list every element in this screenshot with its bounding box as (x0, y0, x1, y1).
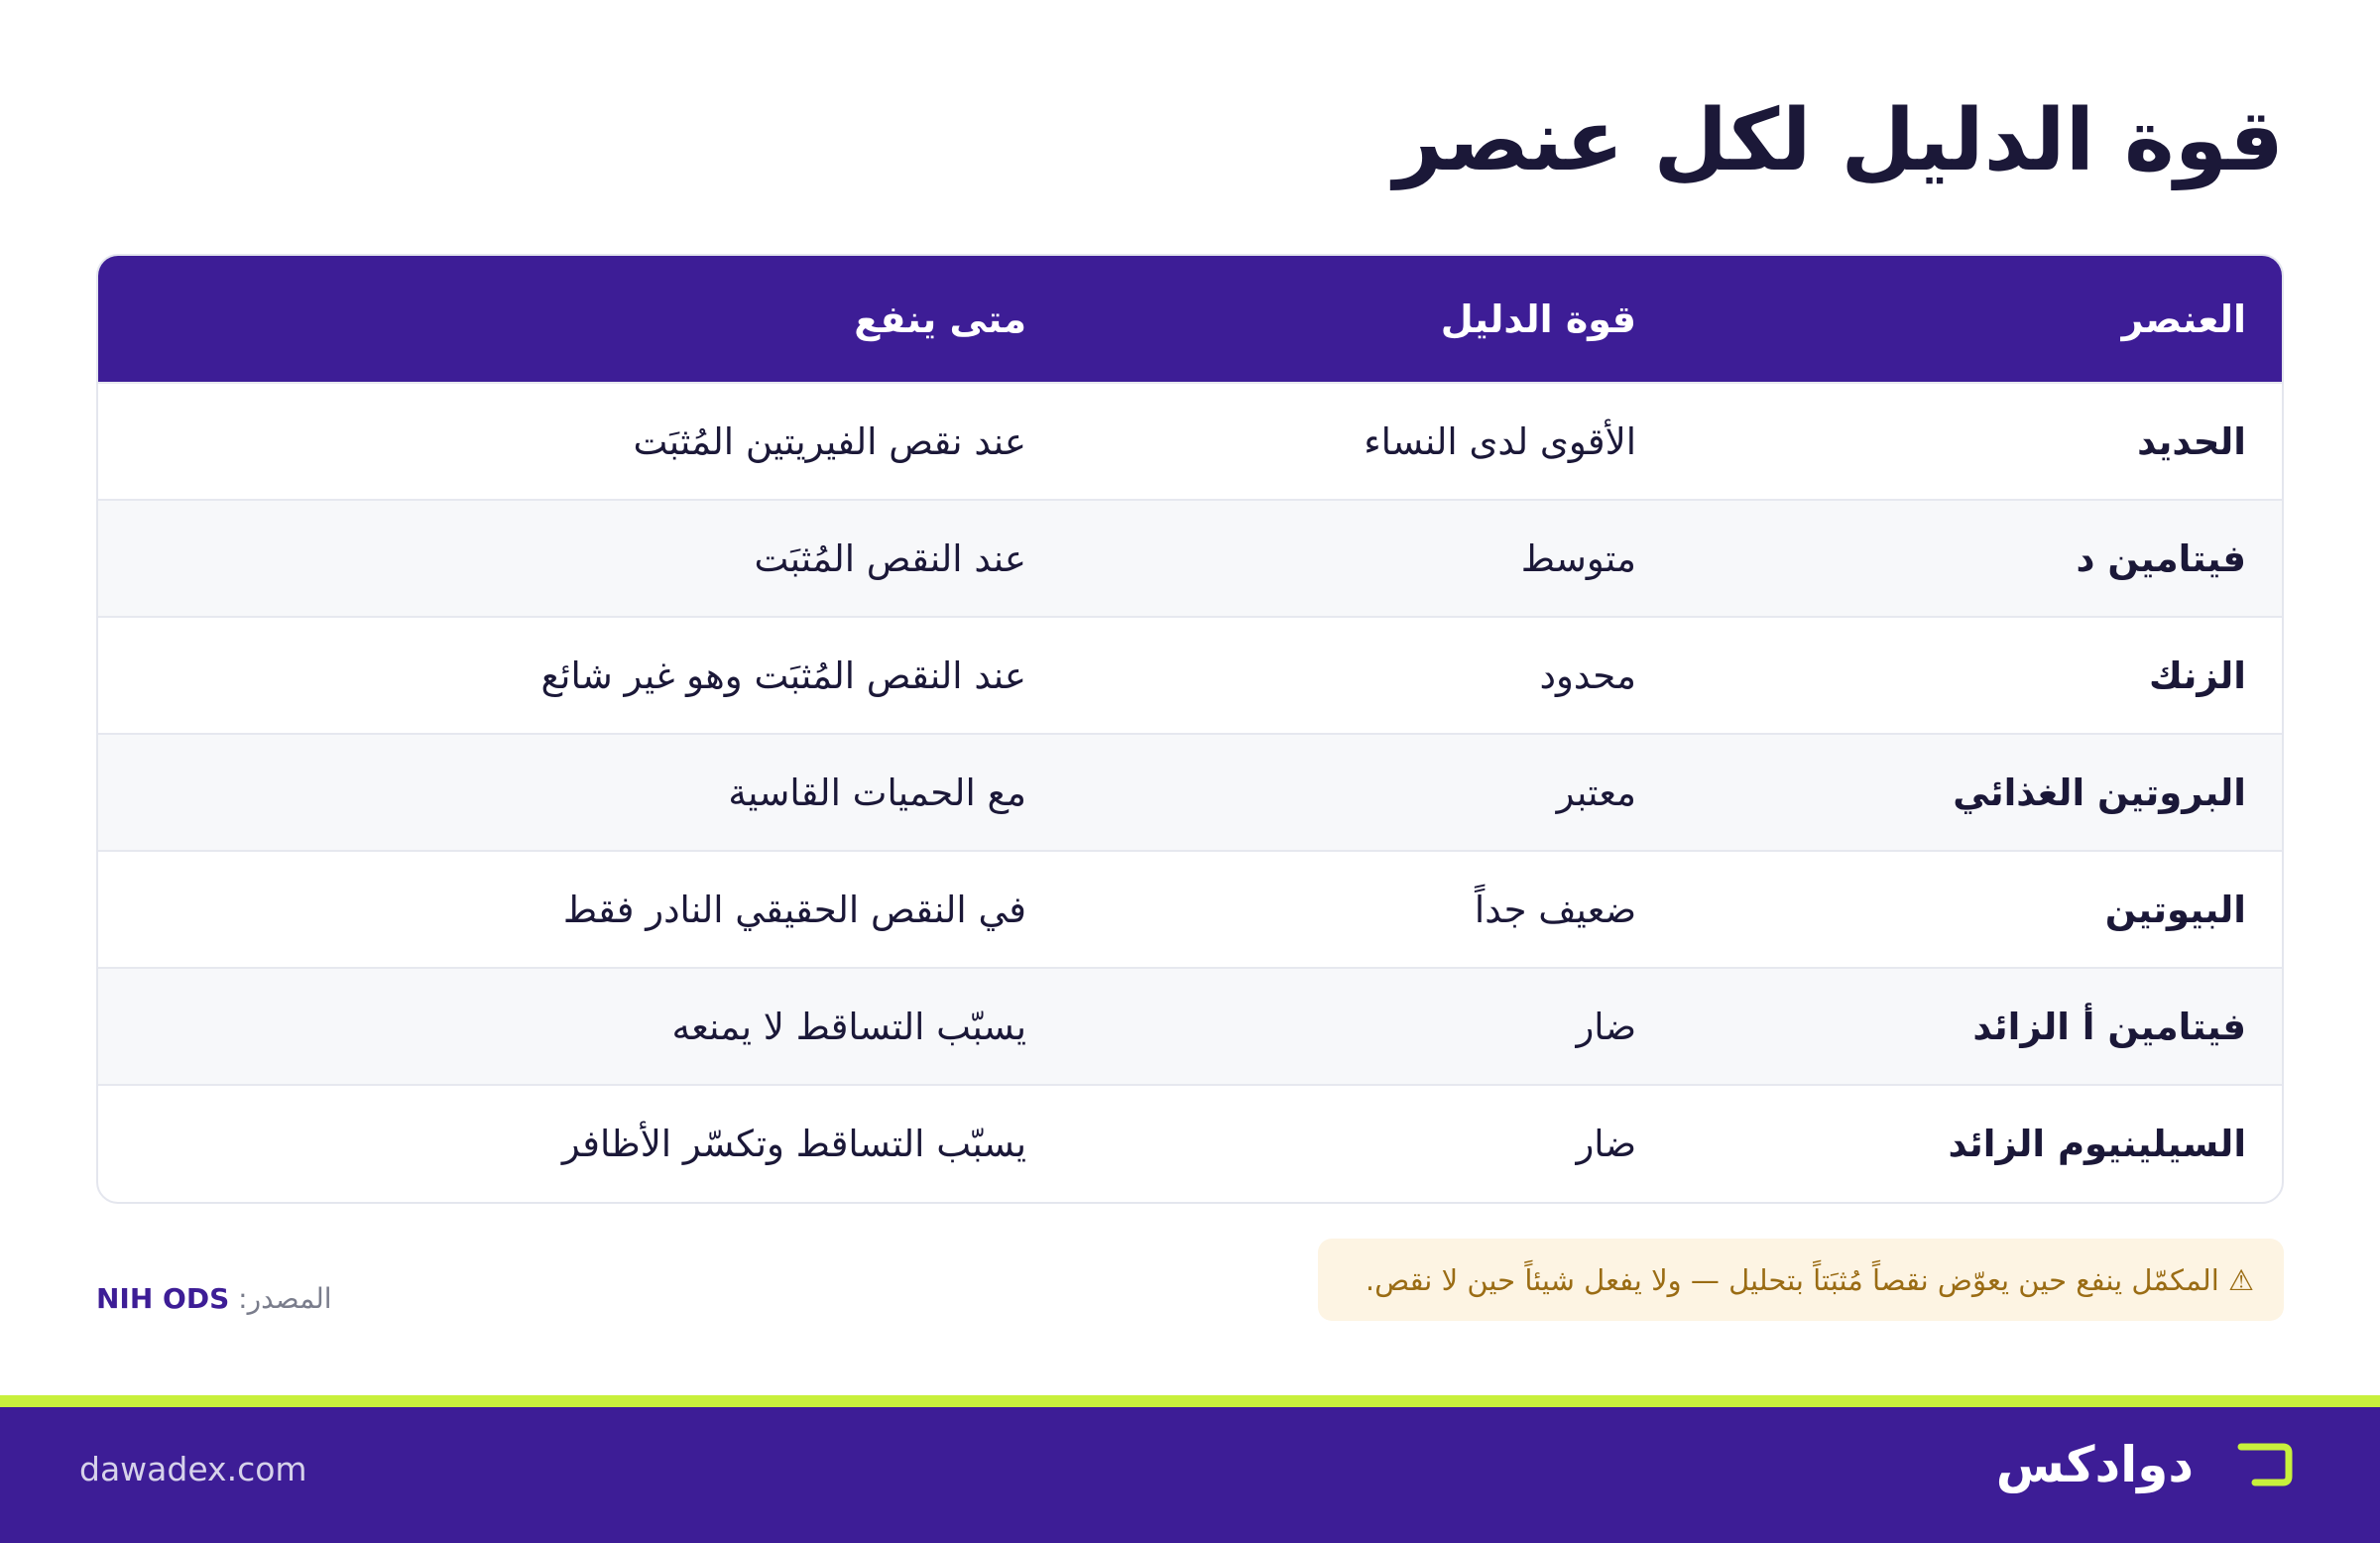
brand-logo-icon (2237, 1441, 2293, 1488)
cell-evidence: الأقوى لدى النساء (1364, 419, 1636, 463)
warning-note-text: ⚠ المكمّل ينفع حين يعوّض نقصاً مُثبَتاً بتحليل — ولا يفعل شيئاً حين لا نقص. (1365, 1262, 2254, 1297)
cell-element: فيتامين أ الزائد (1972, 1005, 2246, 1048)
page-title: قوة الدليل لكل عنصر (1393, 91, 2284, 190)
cell-element: فيتامين د (2076, 536, 2246, 580)
brand-name: دوادكس (1995, 1436, 2194, 1493)
cell-when-useful: يسبّب التساقط لا يمنعه (671, 1005, 1026, 1048)
table-row (98, 734, 2282, 851)
cell-element: البيوتين (2104, 888, 2246, 931)
table-row (98, 1085, 2282, 1202)
table-row (98, 617, 2282, 734)
table-row (98, 851, 2282, 968)
cell-when-useful: عند نقص الفيريتين المُثبَت (633, 419, 1026, 463)
cell-when-useful: عند النقص المُثبَت (754, 536, 1026, 580)
source-value: NIH ODS (96, 1282, 230, 1315)
cell-evidence: متوسط (1520, 536, 1636, 580)
table-row (98, 968, 2282, 1085)
footer-accent-line (0, 1395, 2380, 1407)
cell-evidence: محدود (1539, 653, 1636, 697)
cell-element: البروتين الغذائي (1953, 771, 2246, 814)
table-row (98, 500, 2282, 617)
source-citation (96, 1282, 332, 1315)
cell-when-useful: عند النقص المُثبَت وهو غير شائع (540, 653, 1026, 697)
source-label: المصدر: (238, 1282, 332, 1315)
cell-element: الزنك (2149, 653, 2246, 697)
cell-element: السيلينيوم الزائد (1948, 1123, 2246, 1165)
cell-evidence: ضعيف جداً (1474, 888, 1636, 931)
evidence-table (96, 254, 2284, 1204)
cell-evidence: معتبر (1556, 771, 1636, 814)
cell-element: الحديد (2137, 419, 2246, 463)
table-row (98, 383, 2282, 500)
warning-note (1318, 1239, 2284, 1321)
cell-when-useful: مع الحميات القاسية (728, 771, 1026, 814)
header-evidence-strength: قوة الدليل (1440, 297, 1636, 341)
brand (1996, 1436, 2293, 1493)
cell-when-useful: في النقص الحقيقي النادر فقط (562, 888, 1026, 931)
cell-when-useful: يسبّب التساقط وتكسّر الأظافر (561, 1123, 1026, 1165)
header-element: العنصر (2121, 297, 2246, 341)
header-when-useful: متى ينفع (854, 297, 1026, 341)
website-url[interactable]: dawadex.com (79, 1450, 307, 1488)
cell-evidence: ضار (1576, 1123, 1636, 1165)
cell-evidence: ضار (1576, 1005, 1636, 1048)
table-header-row (98, 256, 2282, 383)
